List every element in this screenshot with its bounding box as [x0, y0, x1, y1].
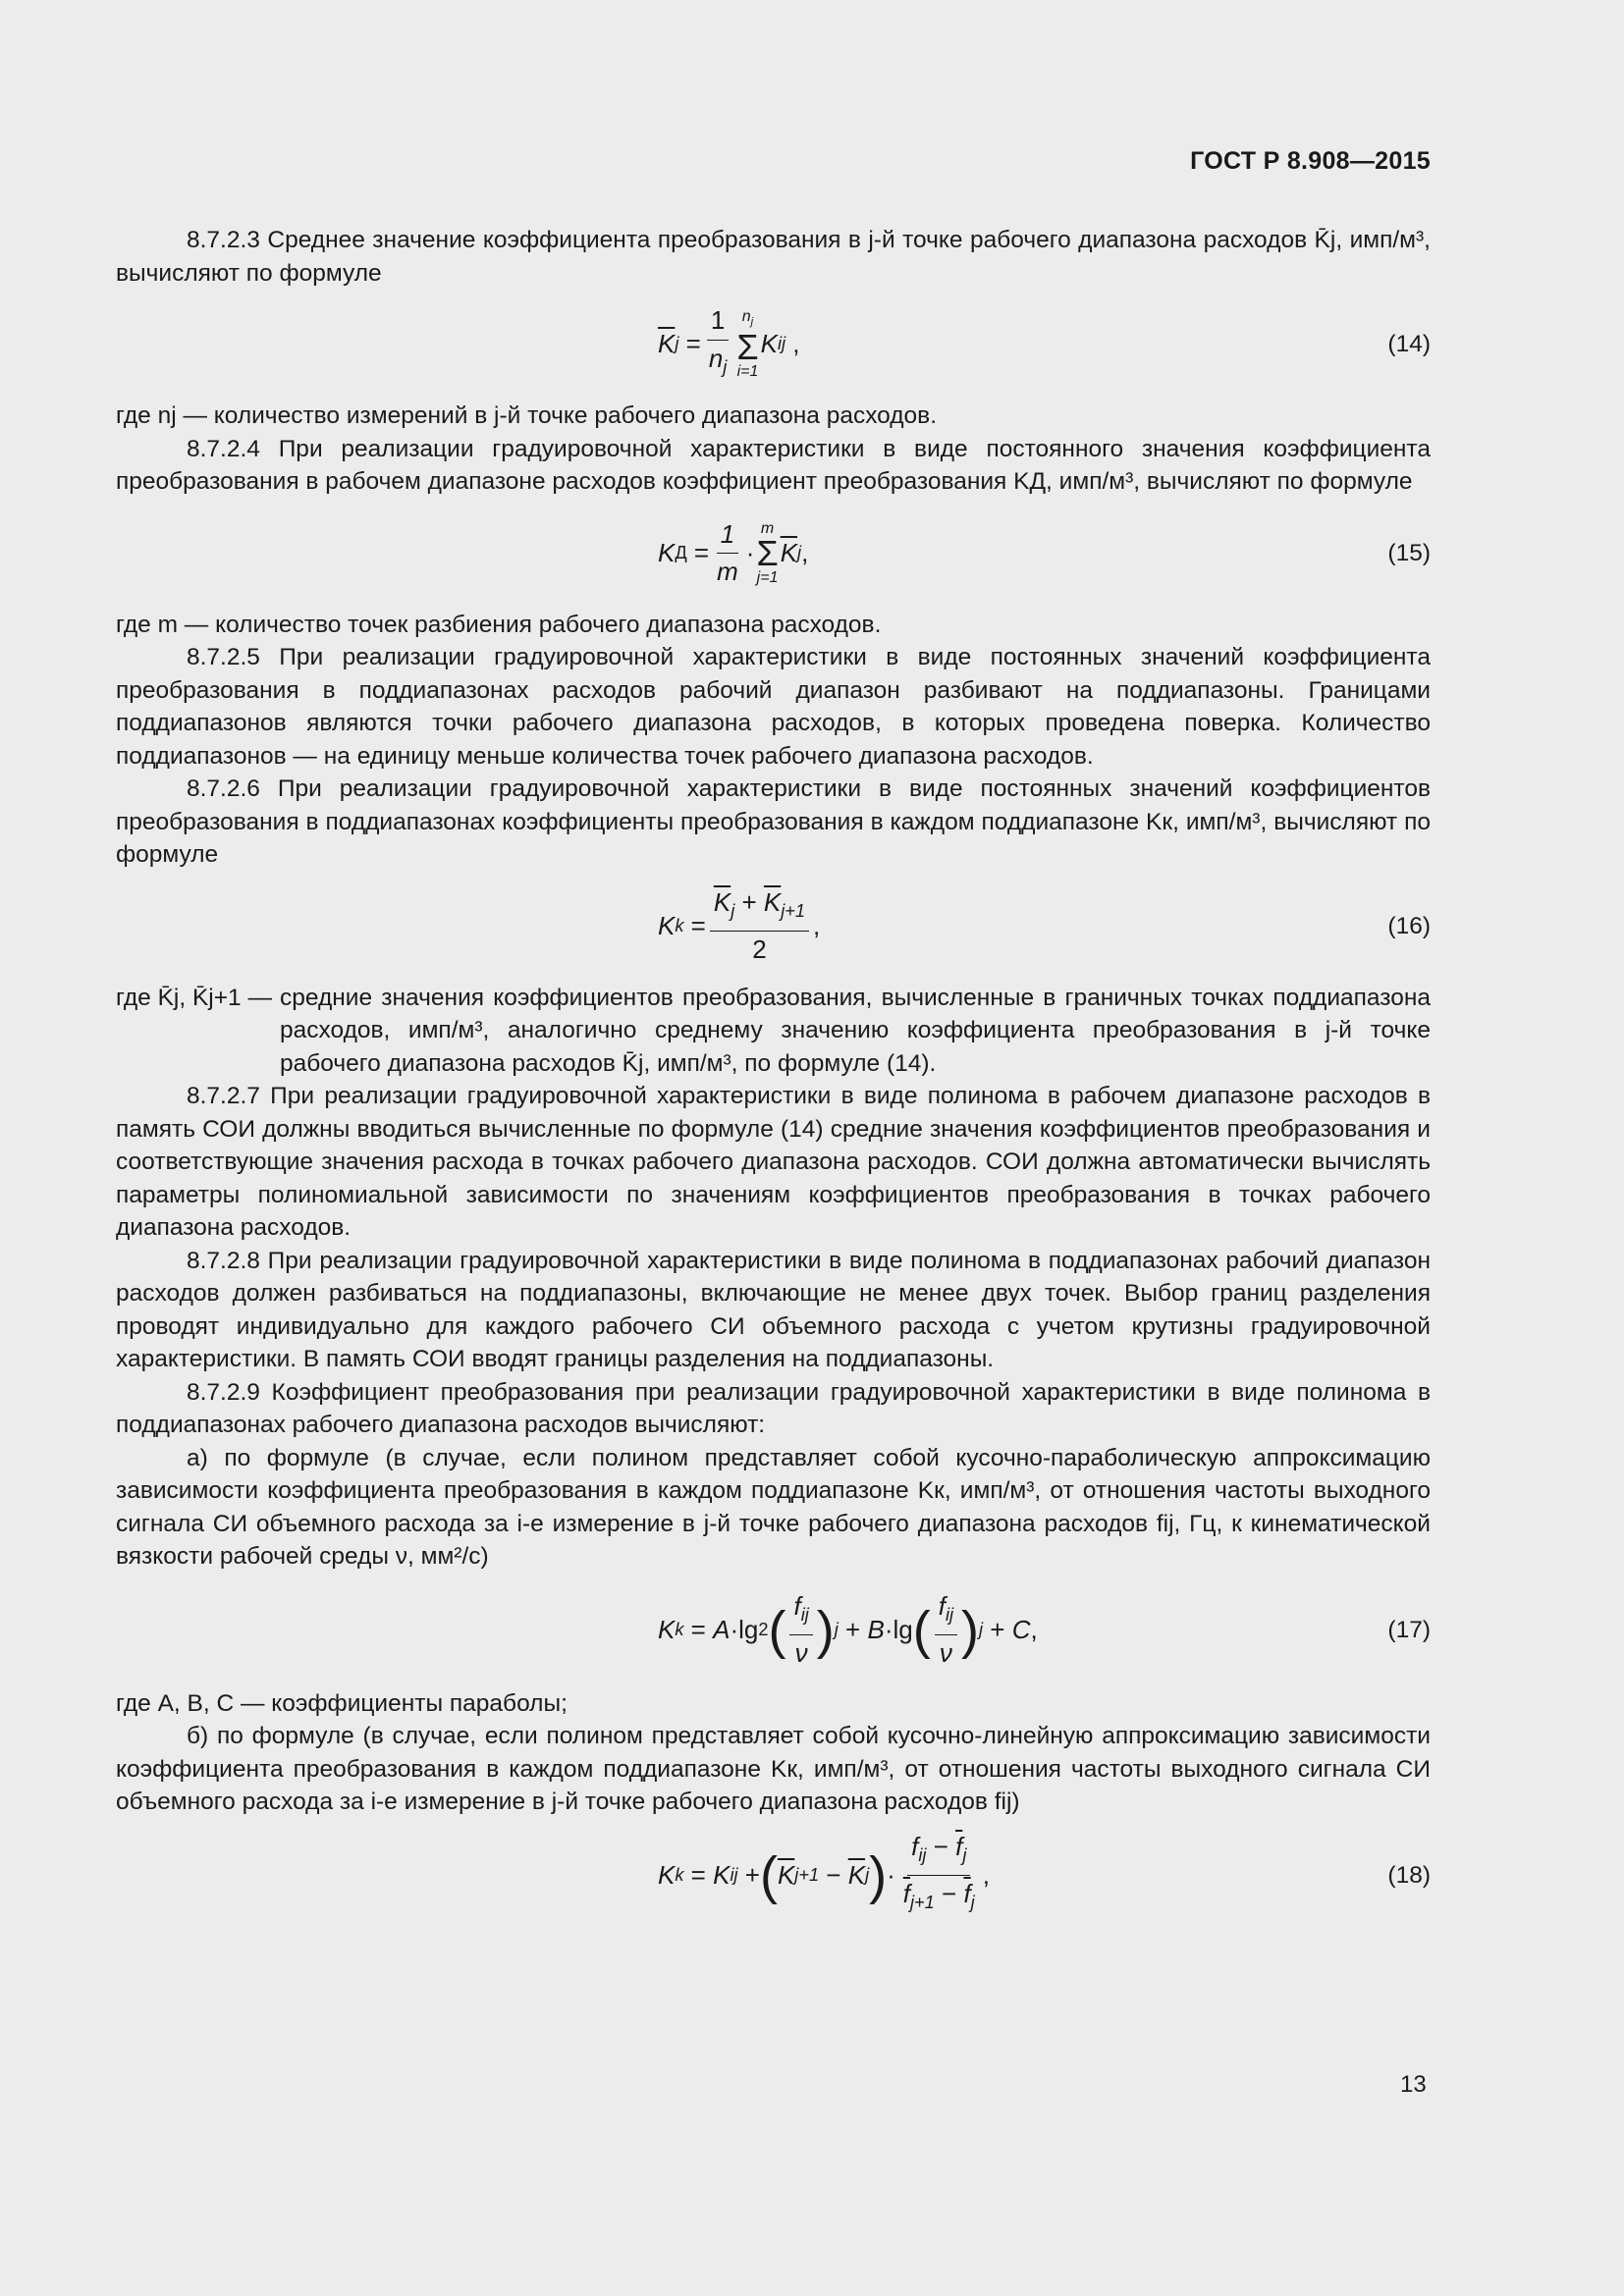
formula-15 — [116, 499, 1431, 609]
formula-18-expression: K k = K ij + ( $\overline{K}$ j+1 − $\overline{K}$ j ) · $\frac{f_{ij} - \overline{f}_j}{\overline{f}_{j+1} - \overline{f}_j}$ , — [658, 1832, 990, 1913]
paragraph-8-7-2-4: 8.7.2.4 При реализации градуировочной характеристики в виде постоянного значения коэффициента преобразования в рабочем диапазоне расходов коэффициент преобразования KД, имп/м³, вычисляют по формуле — [116, 435, 1431, 495]
document-body — [116, 224, 1431, 1933]
formula-14-number: (14) — [1387, 331, 1431, 358]
formula-17 — [116, 1574, 1431, 1687]
formula-14 — [116, 290, 1431, 400]
where-nj: где nj — количество измерений в j-й точке рабочего диапазона расходов. — [116, 402, 938, 429]
where-kj-label: где K̄j, K̄j+1 — — [116, 984, 272, 1011]
where-abc: где A, B, C — коэффициенты параболы; — [116, 1689, 568, 1717]
item-b: б) по формуле (в случае, если полином представляет собой кусочно-линейную аппроксимацию зависимости коэффициента преобразования в каждом поддиапазоне Kк, имп/м³, от отношения частоты выходного сигнала СИ объемного расхода за i-е измерение в j-й точке рабочего диапазона расходов fij) — [116, 1723, 1431, 1815]
formula-16-number: (16) — [1387, 912, 1431, 939]
paragraph-8-7-2-5: 8.7.2.5 При реализации градуировочной характеристики в виде постоянных значений коэффициента преобразования в поддиапазонах расходов рабочий диапазон разбивают на поддиапазоны. Границами поддиапазонов являются точки рабочего диапазона расходов, в которых проведена поверка. Количество поддиапазонов — на единицу меньше количества точек рабочего диапазона расходов. — [116, 644, 1431, 770]
where-kj — [116, 982, 1431, 1081]
formula-15-number: (15) — [1387, 539, 1431, 566]
paragraph-8-7-2-7: 8.7.2.7 При реализации градуировочной характеристики в виде полинома в рабочем диапазоне расходов в память СОИ должны вводиться вычисленные по формуле (14) средние значения коэффициентов преобразования и соответствующие значения расхода в точках рабочего диапазона расходов. СОИ должна автоматически вычислять параметры полиномиальной зависимости по значениям коэффициентов преобразования в точках рабочего диапазона расходов. — [116, 1083, 1431, 1241]
item-a: а) по формуле (в случае, если полином представляет собой кусочно-параболическую аппроксимацию зависимости коэффициента преобразования в каждом поддиапазоне Kк, имп/м³, от отношения частоты выходного сигнала СИ объемного расхода за i-е измерение в j-й точке рабочего диапазона расходов fij, Гц, к кинематической вязкости рабочей среды ν, мм²/с) — [116, 1444, 1431, 1570]
standard-id: ГОСТ Р 8.908—2015 — [1190, 147, 1431, 175]
formula-14-expression: $\overline{K}$ j = $\frac{1}{n_j}$ $n_j$ Σ i=1 K ij , — [658, 305, 800, 380]
formula-16-expression: K k = $\frac{\overline{K}_j + \overline{K}_{j+1}}{2}$ , — [658, 886, 821, 964]
where-kj-text: средние значения коэффициентов преобразования, вычисленные в граничных точках поддиапазона расходов, имп/м³, аналогично среднему значению коэффициента преобразования в j-й точке рабочего диапазона расходов K̄j, имп/м³, по формуле (14). — [280, 984, 1431, 1077]
formula-18-number: (18) — [1387, 1861, 1431, 1889]
paragraph-8-7-2-9: 8.7.2.9 Коэффициент преобразования при реализации градуировочной характеристики в виде полинома в поддиапазонах рабочего диапазона расходов вычисляют: — [116, 1378, 1431, 1438]
formula-18 — [116, 1819, 1431, 1933]
paragraph-8-7-2-6: 8.7.2.6 При реализации градуировочной характеристики в виде постоянных значений коэффициентов преобразования в поддиапазонах коэффициенты преобразования в каждом поддиапазоне Kк, имп/м³, вычисляют по формуле — [116, 775, 1431, 868]
paragraph-8-7-2-8: 8.7.2.8 При реализации градуировочной характеристики в виде полинома в поддиапазонах рабочий диапазон расходов должен разбиваться на поддиапазоны, включающие не менее двух точек. Выбор границ разделения проводят индивидуально для каждого рабочего СИ объемного расхода с учетом крутизны градуировочной характеристики. В память СОИ вводят границы разделения на поддиапазоны. — [116, 1247, 1431, 1372]
formula-15-expression: K Д = $\frac{1}{m}$ · m Σ j=1 $\overline{K}$ j , — [658, 518, 809, 586]
page-number: 13 — [1400, 2071, 1427, 2098]
paragraph-8-7-2-3: 8.7.2.3 Среднее значение коэффициента преобразования в j-й точке рабочего диапазона расходов K̄j, имп/м³, вычисляют по формуле — [116, 227, 1431, 287]
formula-16 — [116, 872, 1431, 982]
formula-17-number: (17) — [1387, 1616, 1431, 1643]
where-m: где m — количество точек разбиения рабочего диапазона расходов. — [116, 611, 882, 638]
formula-17-expression: K k = A ·lg 2 ( $\frac{f_{ij}}{\nu}$ ) j + B ·lg ( $\frac{f_{ij}}{\nu}$ ) j + C , — [658, 1590, 1038, 1668]
